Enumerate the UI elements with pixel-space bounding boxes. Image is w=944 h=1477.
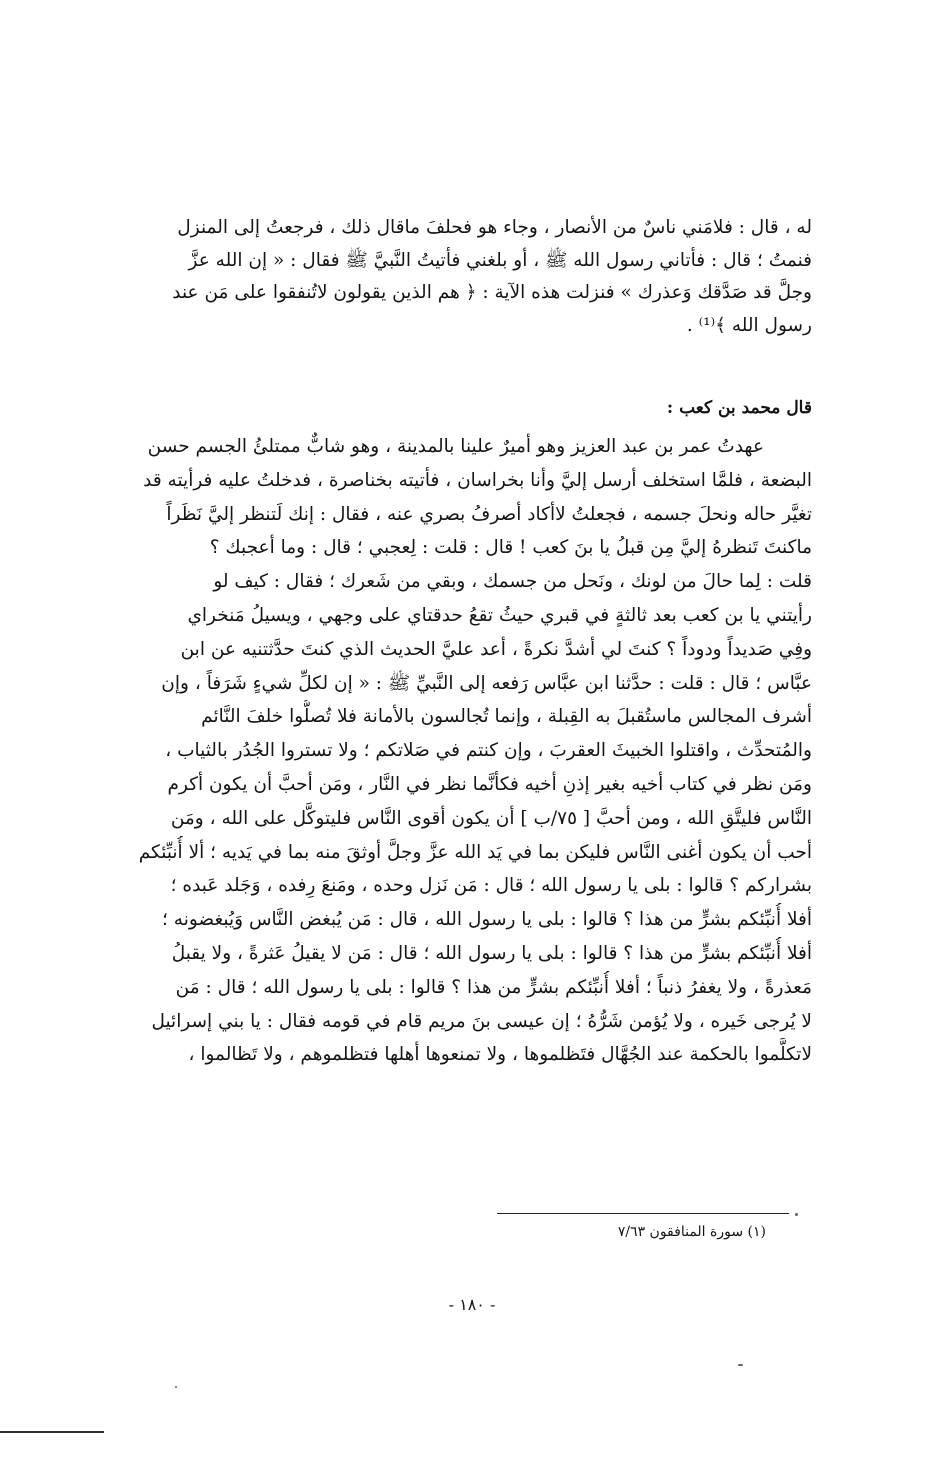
scan-artifact-line bbox=[0, 1431, 104, 1433]
scan-speck bbox=[738, 1364, 743, 1366]
text-line: والمُتحدِّث ، واقتلوا الخبيثَ العقربَ ، وإن كنتم في صَلاتكم ؛ ولا تستروا الجُدُر بالثياب ، bbox=[165, 740, 812, 762]
text-line: أفلا أُنبِّئكم بشرٍّ من هذا ؟ قالوا : بلى يا رسول الله ؛ قال : مَن لا يقيلُ عَثرةً ، ولا يقبلُ bbox=[171, 942, 812, 964]
text-line: بشراركم ؟ قالوا : بلى يا رسول الله ؛ قال : مَن نَزل وحده ، ومَنعَ رِفده ، وَجَلد عَبده ؛ bbox=[170, 875, 812, 897]
text-line: ومَن نظر في كتاب أخيه بغير إذنِ أخيه فكأنَّما نظر في النَّار ، ومَن أحبَّ أن يكون أكرم bbox=[167, 773, 812, 795]
narration-paragraph bbox=[100, 430, 812, 1072]
text-line: تغيَّر حاله ونحلَ جسمه ، فجعلتُ لاأكاد أصرفُ بصري عنه ، فقال : إنك لَتنظر إليَّ نَظَراً bbox=[166, 503, 812, 525]
text-line: أشرف المجالس ماستُقبلَ به القِبلة ، وإنما تُجالسون بالأمانة فلا تُصلُّوا خلفَ النَّائم bbox=[201, 706, 812, 728]
section-heading: قال محمد بن كعب : bbox=[666, 398, 812, 418]
text-line: ماكنتَ تَنظرهُ إليَّ مِن قبلُ يا بنَ كعب ! قال : قلت : لِعجبي ؛ قال : وما أعجبك ؟ bbox=[209, 537, 812, 559]
text-line: عبَّاس ؛ قال : قلت : حدَّثنا ابن عبَّاس رَفعه إلى النَّبيِّ ﷺ : « إن لكلِّ شيءٍ شَرَفاً ، وإن bbox=[161, 672, 812, 694]
page-number: - ١٨٠ - bbox=[448, 1295, 496, 1314]
text-line: مَعذرةً ، ولا يغفرُ ذنباً ؛ أفلا أُنبِّئكم بشرٍّ من هذا ؟ قالوا : بلى يا رسول الله ؛ قال : مَن bbox=[175, 976, 812, 998]
text-line: أفلا أُنبِّئكم بشرٍّ من هذا ؟ قالوا : بلى يا رسول الله ، قال : مَن يُبغض النَّاس وَيُبغضونه ؛ bbox=[162, 909, 812, 931]
text-line: أحب أن يكون أغنى النَّاس فليكن بما في يَد الله عزَّ وجلَّ أوثقَ منه بما في يَديه ؛ ألا أُنبِّئكم bbox=[138, 841, 812, 863]
text-line: قلت : لِما حالَ من لونك ، ونَحل من جسمك ، وبقي من شَعرك ؛ فقال : كيف لو bbox=[213, 571, 812, 593]
text-line: لاتكلَّموا بالحكمة عند الجُهَّال فتَظلموها ، ولا تمنعوها أهلها فتظلموهم ، ولا تَظالموا ، bbox=[188, 1044, 812, 1066]
text-line: رسول الله ﴾⁽¹⁾ . bbox=[686, 314, 812, 336]
text-line: عهدتُ عمر بن عبد العزيز وهو أميرٌ علينا بالمدينة ، وهو شابٌّ ممتلئُ الجسم حسن bbox=[147, 436, 764, 457]
intro-paragraph bbox=[100, 212, 812, 342]
text-line: فنمتُ ؛ قال : فأتاني رسول الله ﷺ ، أو بلغني فأتيتُ النَّبيَّ ﷺ فقال : « إن الله عزَّ bbox=[188, 249, 812, 271]
scan-speck bbox=[795, 1213, 798, 1216]
text-line: وفِي صَديداً ودوداً ؟ كنتَ لي أشدَّ نكرةً ، أعد عليَّ الحديث الذي كنتَ حدَّثتنيه عن ابن bbox=[180, 638, 812, 660]
text-line: رأيتني يا بن كعب بعد ثالثةٍ في قبري حيثُ تقعُ حدقتاي على وجهي ، ويسيلُ مَنخراي bbox=[187, 604, 812, 626]
scan-speck bbox=[175, 1386, 177, 1388]
footnote: (١) سورة المنافقون ٧/٦٣ bbox=[617, 1224, 766, 1240]
text-line: وجلَّ قد صَدَّقك وَعذرك » فنزلت هذه الآية : ﴿ هم الذين يقولون لاتُنفقوا على مَن عند bbox=[172, 282, 812, 303]
text-line: له ، قال : فلامَني ناسٌ من الأنصار ، وجاء هو فحلفَ ماقال ذلك ، فرجعتُ إلى المنزل bbox=[177, 217, 812, 238]
footnote-divider bbox=[497, 1213, 789, 1214]
text-line: لا يُرجى خَيره ، ولا يُؤمن شَرُّهُ ؛ إن عيسى بنَ مريم قام في قومه فقال : يا بني إسرائيل bbox=[151, 1010, 812, 1032]
text-line: النَّاس فليتَّقِ الله ، ومن أحبَّ [ ٧٥/ب ] أن يكون أقوى النَّاس فليتوكَّل على الله ، ومَن bbox=[170, 807, 812, 829]
text-line: البضعة ، فلمَّا استخلف أرسل إليَّ وأنا بخراسان ، فأتيته بخناصرة ، فدخلتُ عليه فرأيته قد bbox=[143, 469, 812, 491]
